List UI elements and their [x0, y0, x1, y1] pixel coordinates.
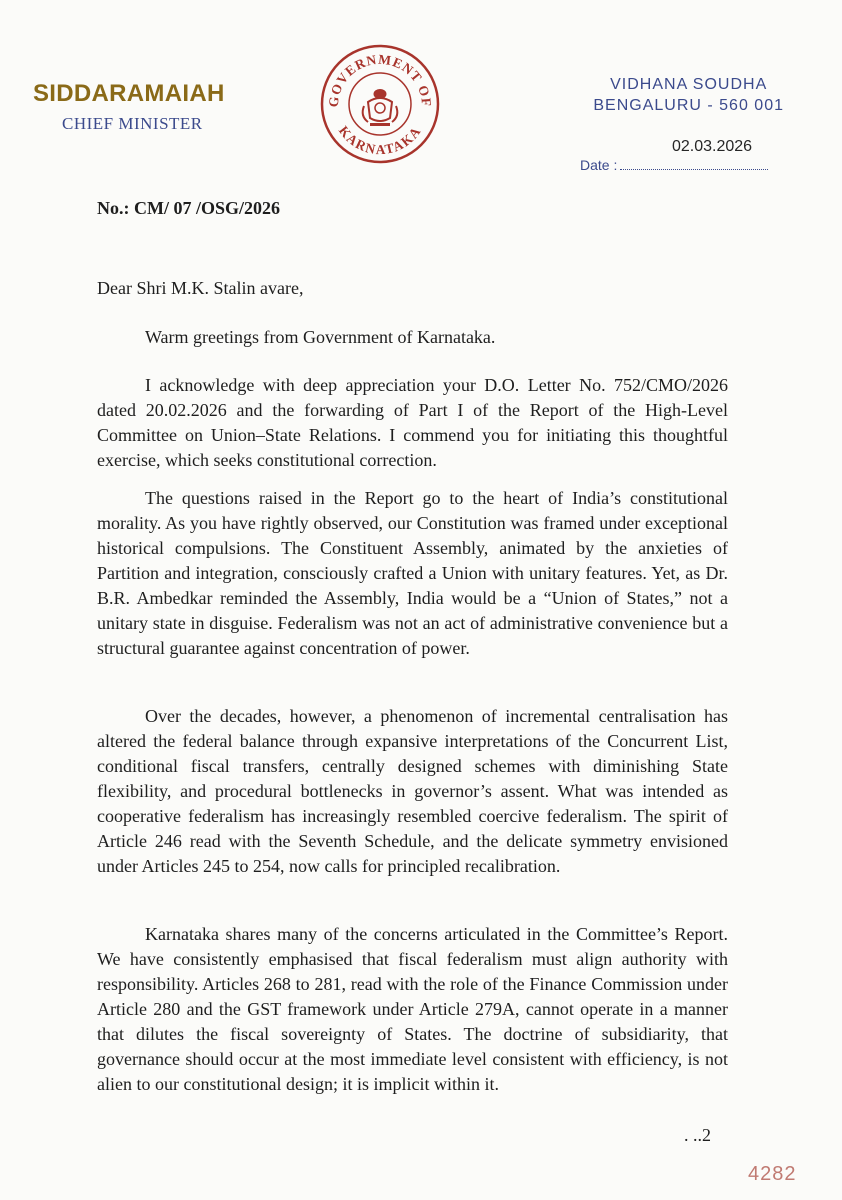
emblem-icon: [363, 90, 398, 127]
date-label: Date :: [580, 157, 618, 173]
sender-address: [593, 74, 784, 116]
date-value: 02.03.2026: [672, 138, 753, 155]
seal-text-bottom: KARNATAKA: [335, 123, 425, 158]
government-seal: [318, 42, 442, 166]
body-paragraph: The questions raised in the Report go to the heart of India’s constitutional morality. As you have rightly observed, our Constitution was framed under exceptional historical compulsions. The Constituent Assembly, animated by the anxieties of Partition and integration, consciously crafted a Union with unitary features. Yet, as Dr. B.R. Ambedkar reminded the Assembly, India would be a “Union of States,” not a unitary state in disguise. Federalism was not an act of administrative convenience but a structural guarantee against concentration of power.: [97, 488, 728, 658]
date-field: [580, 157, 768, 173]
reference-number: No.: CM/ 07 /OSG/2026: [97, 198, 280, 218]
salutation: Dear Shri M.K. Stalin avare,: [97, 278, 304, 298]
address-line-2: BENGALURU - 560 001: [593, 97, 784, 114]
address-line-1: VIDHANA SOUDHA: [610, 76, 768, 93]
sender-name: SIDDARAMAIAH: [33, 80, 225, 107]
sender-designation: CHIEF MINISTER: [62, 114, 203, 133]
seal-text-top: GOVERNMENT OF: [325, 51, 435, 108]
body-paragraph: I acknowledge with deep appreciation your D.O. Letter No. 752/CMO/2026 dated 20.02.2026 and the forwarding of Part I of the Report of the High-Level Committee on Union–State Relations. I commend you for initiating this thoughtful exercise, which seeks constitutional correction.: [97, 375, 728, 470]
date-dotted-line: [620, 169, 768, 170]
inward-stamp-number: 4282: [748, 1163, 797, 1185]
greeting-line: Warm greetings from Government of Karnataka.: [145, 327, 496, 347]
body-paragraph: Over the decades, however, a phenomenon of incremental centralisation has altered the federal balance through expansive interpretations of the Concurrent List, conditional fiscal transfers, centrally designed schemes with diminishing State flexibility, and procedural bottlenecks in governor’s assent. What was intended as cooperative federalism has increasingly resembled coercive federalism. The spirit of Article 246 read with the Seventh Schedule, and the delicate symmetry envisioned under Articles 245 to 254, now calls for principled recalibration.: [97, 706, 728, 876]
body-paragraph: Karnataka shares many of the concerns articulated in the Committee’s Report. We have consistently emphasised that fiscal federalism must align authority with responsibility. Articles 268 to 281, read with the role of the Finance Commission under Article 280 and the GST framework under Article 279A, cannot operate in a manner that dilutes the fiscal sovereignty of States. The doctrine of subsidiarity, that governance should occur at the most immediate level consistent with efficiency, is not alien to our constitutional design; it is implicit within it.: [97, 924, 728, 1094]
page-continued-marker: . ..2: [684, 1125, 711, 1145]
